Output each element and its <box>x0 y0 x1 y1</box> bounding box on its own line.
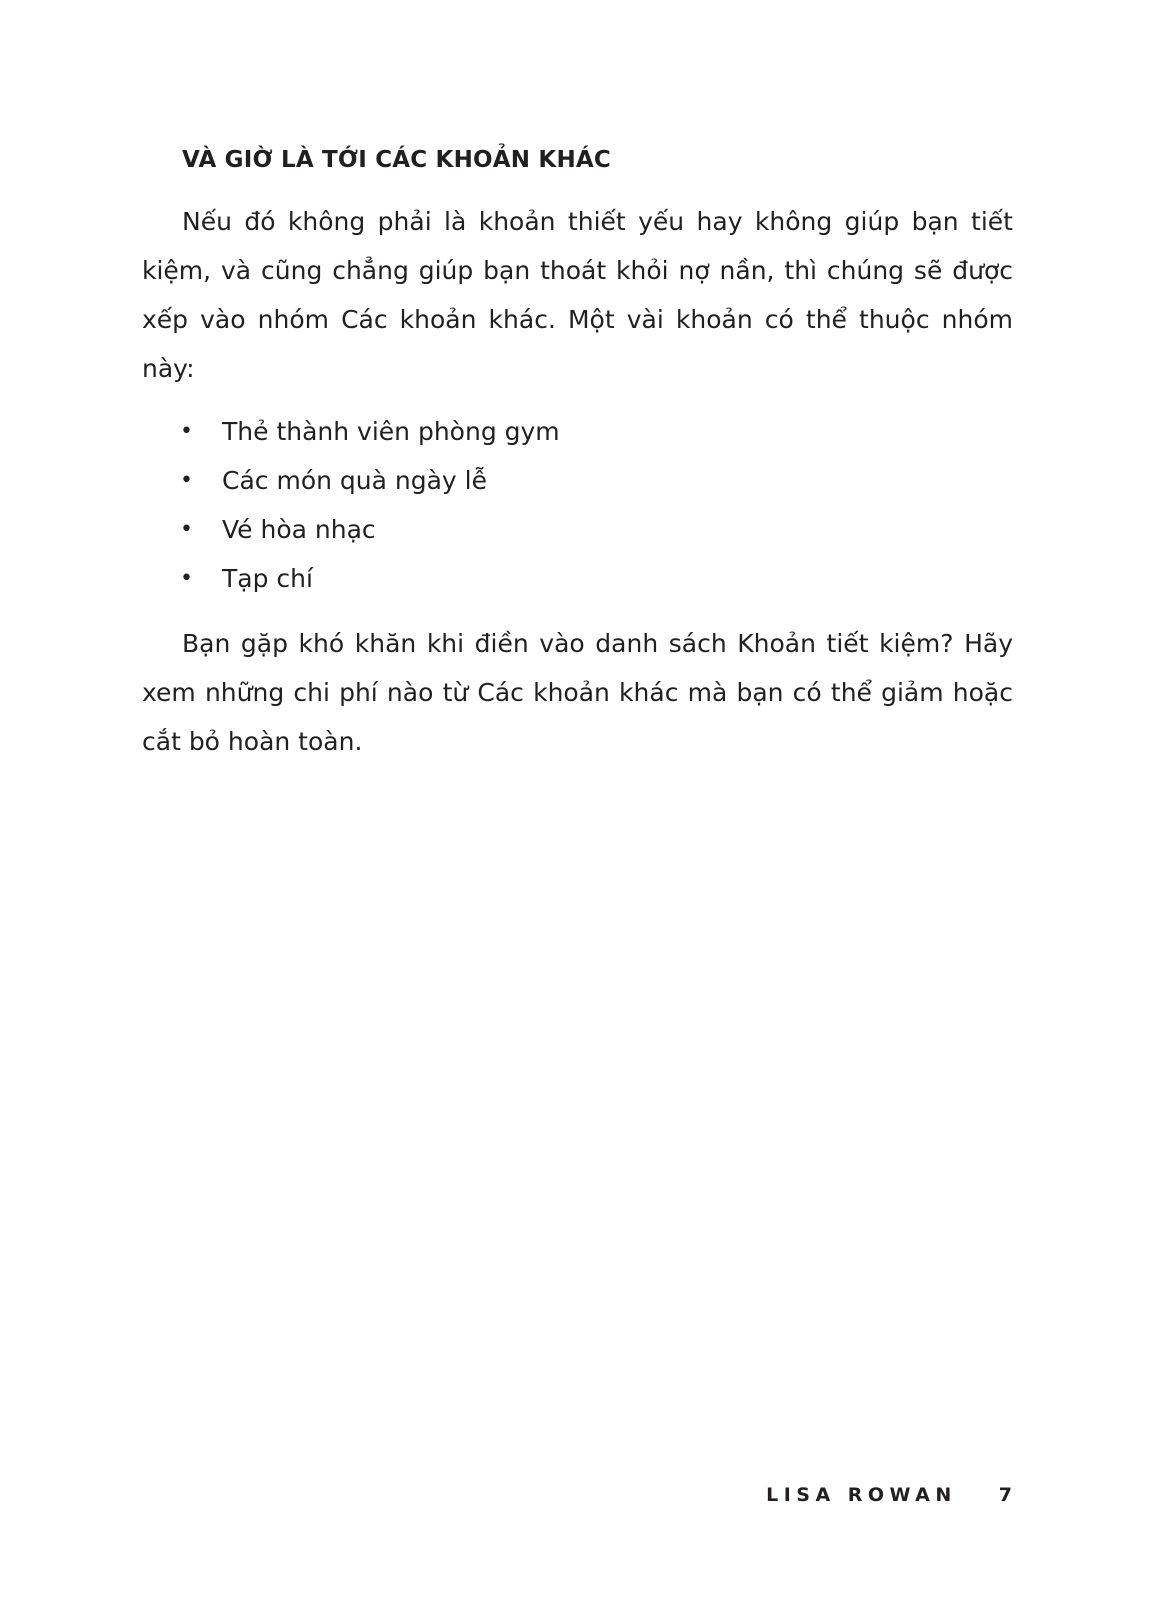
page-content <box>142 140 1013 766</box>
list-item <box>142 554 1013 603</box>
bullet-icon: • <box>180 419 193 444</box>
footer-author: LISA ROWAN <box>766 1484 957 1506</box>
list-item-text: Thẻ thành viên phòng gym <box>222 417 560 446</box>
section-heading: VÀ GIỜ LÀ TỚI CÁC KHOẢN KHÁC <box>182 147 611 173</box>
list-item <box>142 407 1013 456</box>
list-item <box>142 456 1013 505</box>
page-footer <box>766 1484 1012 1506</box>
bullet-list <box>142 407 1013 603</box>
bullet-icon: • <box>180 468 193 493</box>
list-item <box>142 505 1013 554</box>
list-item-text: Tạp chí <box>222 564 313 593</box>
page-number: 7 <box>998 1484 1012 1506</box>
paragraph-intro: Nếu đó không phải là khoản thiết yếu hay không giúp bạn tiết kiệm, và cũng chẳng giúp bạn thoát khỏi nợ nần, thì chúng sẽ được xếp vào nhóm Các khoản khác. Một vài khoản có thể thuộc nhóm này: <box>142 207 1013 383</box>
list-item-text: Các món quà ngày lễ <box>222 466 487 495</box>
bullet-icon: • <box>180 566 193 591</box>
bullet-icon: • <box>180 517 193 542</box>
paragraph-tip: Bạn gặp khó khăn khi điền vào danh sách Khoản tiết kiệm? Hãy xem những chi phí nào từ Các khoản khác mà bạn có thể giảm hoặc cắt bỏ hoàn toàn. <box>142 629 1013 756</box>
list-item-text: Vé hòa nhạc <box>222 515 376 544</box>
